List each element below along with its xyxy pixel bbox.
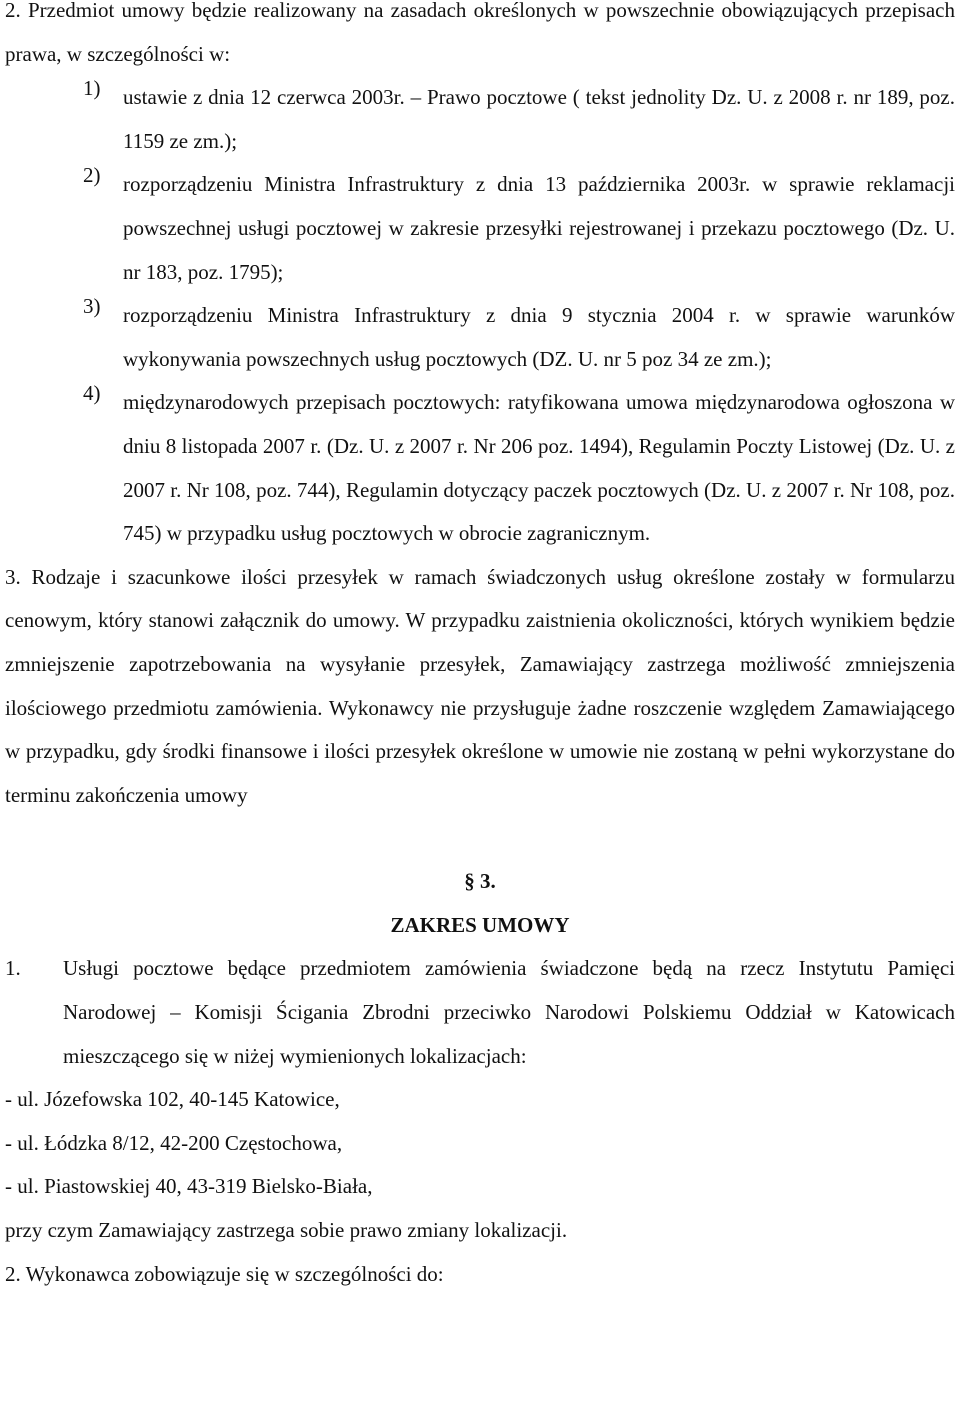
list-item — [5, 163, 955, 294]
scope-item-number: 1. — [5, 956, 21, 981]
scope-item-text: Usługi pocztowe będące przedmiotem zamówienia świadczone będą na rzecz Instytutu Pamięci Narodowej – Komisji Ścigania Zbrodni przeciwko Narodowi Polskiemu Oddział w Katowicach mieszczącego się w niżej wymienionych lokalizacjach: — [63, 956, 955, 1068]
list-item-number: 3) — [83, 294, 101, 319]
scope-item-1 — [5, 947, 955, 1078]
list-item — [5, 76, 955, 163]
list-item-number: 2) — [83, 163, 101, 188]
scope-item-2: 2. Wykonawca zobowiązuje się w szczególności do: — [5, 1261, 444, 1286]
list-item — [5, 294, 955, 381]
list-item-text: rozporządzeniu Ministra Infrastruktury z dnia 9 stycznia 2004 r. w sprawie warunków wykonywania powszechnych usług pocztowych (DZ. U. nr 5 poz 34 ze zm.); — [123, 303, 955, 371]
location-item: - ul. Józefowska 102, 40-145 Katowice, — [5, 1087, 340, 1112]
location-item: - ul. Łódzka 8/12, 42-200 Częstochowa, — [5, 1130, 343, 1155]
section-title: ZAKRES UMOWY — [390, 912, 570, 937]
section-2-lead: 2. Przedmiot umowy będzie realizowany na zasadach określonych w powszechnie obowiązujących przepisach prawa, w szczególności w: — [5, 0, 955, 66]
document-page — [5, 0, 955, 1296]
list-item-number: 4) — [83, 381, 101, 406]
location-item: - ul. Piastowskiej 40, 43-319 Bielsko-Biała, — [5, 1174, 373, 1199]
list-item-text: międzynarodowych przepisach pocztowych: ratyfikowana umowa międzynarodowa ogłoszona w dniu 8 listopada 2007 r. (Dz. U. z 2007 r. Nr 206 poz. 1494), Regulamin Poczty Listowej (Dz. U. z 2007 r. Nr 108, poz. 744), Regulamin dotyczący paczek pocztowych (Dz. U. z 2007 r. Nr 108, poz. 745) w przypadku usług pocztowych w obrocie zagranicznym. — [123, 390, 955, 546]
list-item-text: rozporządzeniu Ministra Infrastruktury z dnia 13 października 2003r. w sprawie reklamacji powszechnej usługi pocztowej w zakresie przesyłki rejestrowanej i przekazu pocztowego (Dz. U. nr 183, poz. 1795); — [123, 172, 955, 284]
location-note: przy czym Zamawiający zastrzega sobie prawo zmiany lokalizacji. — [5, 1218, 568, 1243]
list-item-number: 1) — [83, 76, 101, 101]
section-3-paragraph: 3. Rodzaje i szacunkowe ilości przesyłek w ramach świadczonych usług określone zostały w formularzu cenowym, który stanowi załącznik do umowy. W przypadku zaistnienia okoliczności, których wynikiem będzie zmniejszenie zapotrzebowania na wysyłanie przesyłek, Zamawiający zastrzega możliwość zmniejszenia ilościowego przedmiotu zamówienia. Wykonawcy nie przysługuje żadne roszczenie względem Zamawiającego w przypadku, gdy środki finansowe i ilości przesyłek określone w umowie nie zostaną w pełni wykorzystane do terminu zakończenia umowy — [5, 564, 955, 807]
section-number: § 3. — [464, 869, 496, 894]
list-item-text: ustawie z dnia 12 czerwca 2003r. – Prawo pocztowe ( tekst jednolity Dz. U. z 2008 r. nr 189, poz. 1159 ze zm.); — [123, 85, 955, 153]
list-item — [5, 381, 955, 555]
